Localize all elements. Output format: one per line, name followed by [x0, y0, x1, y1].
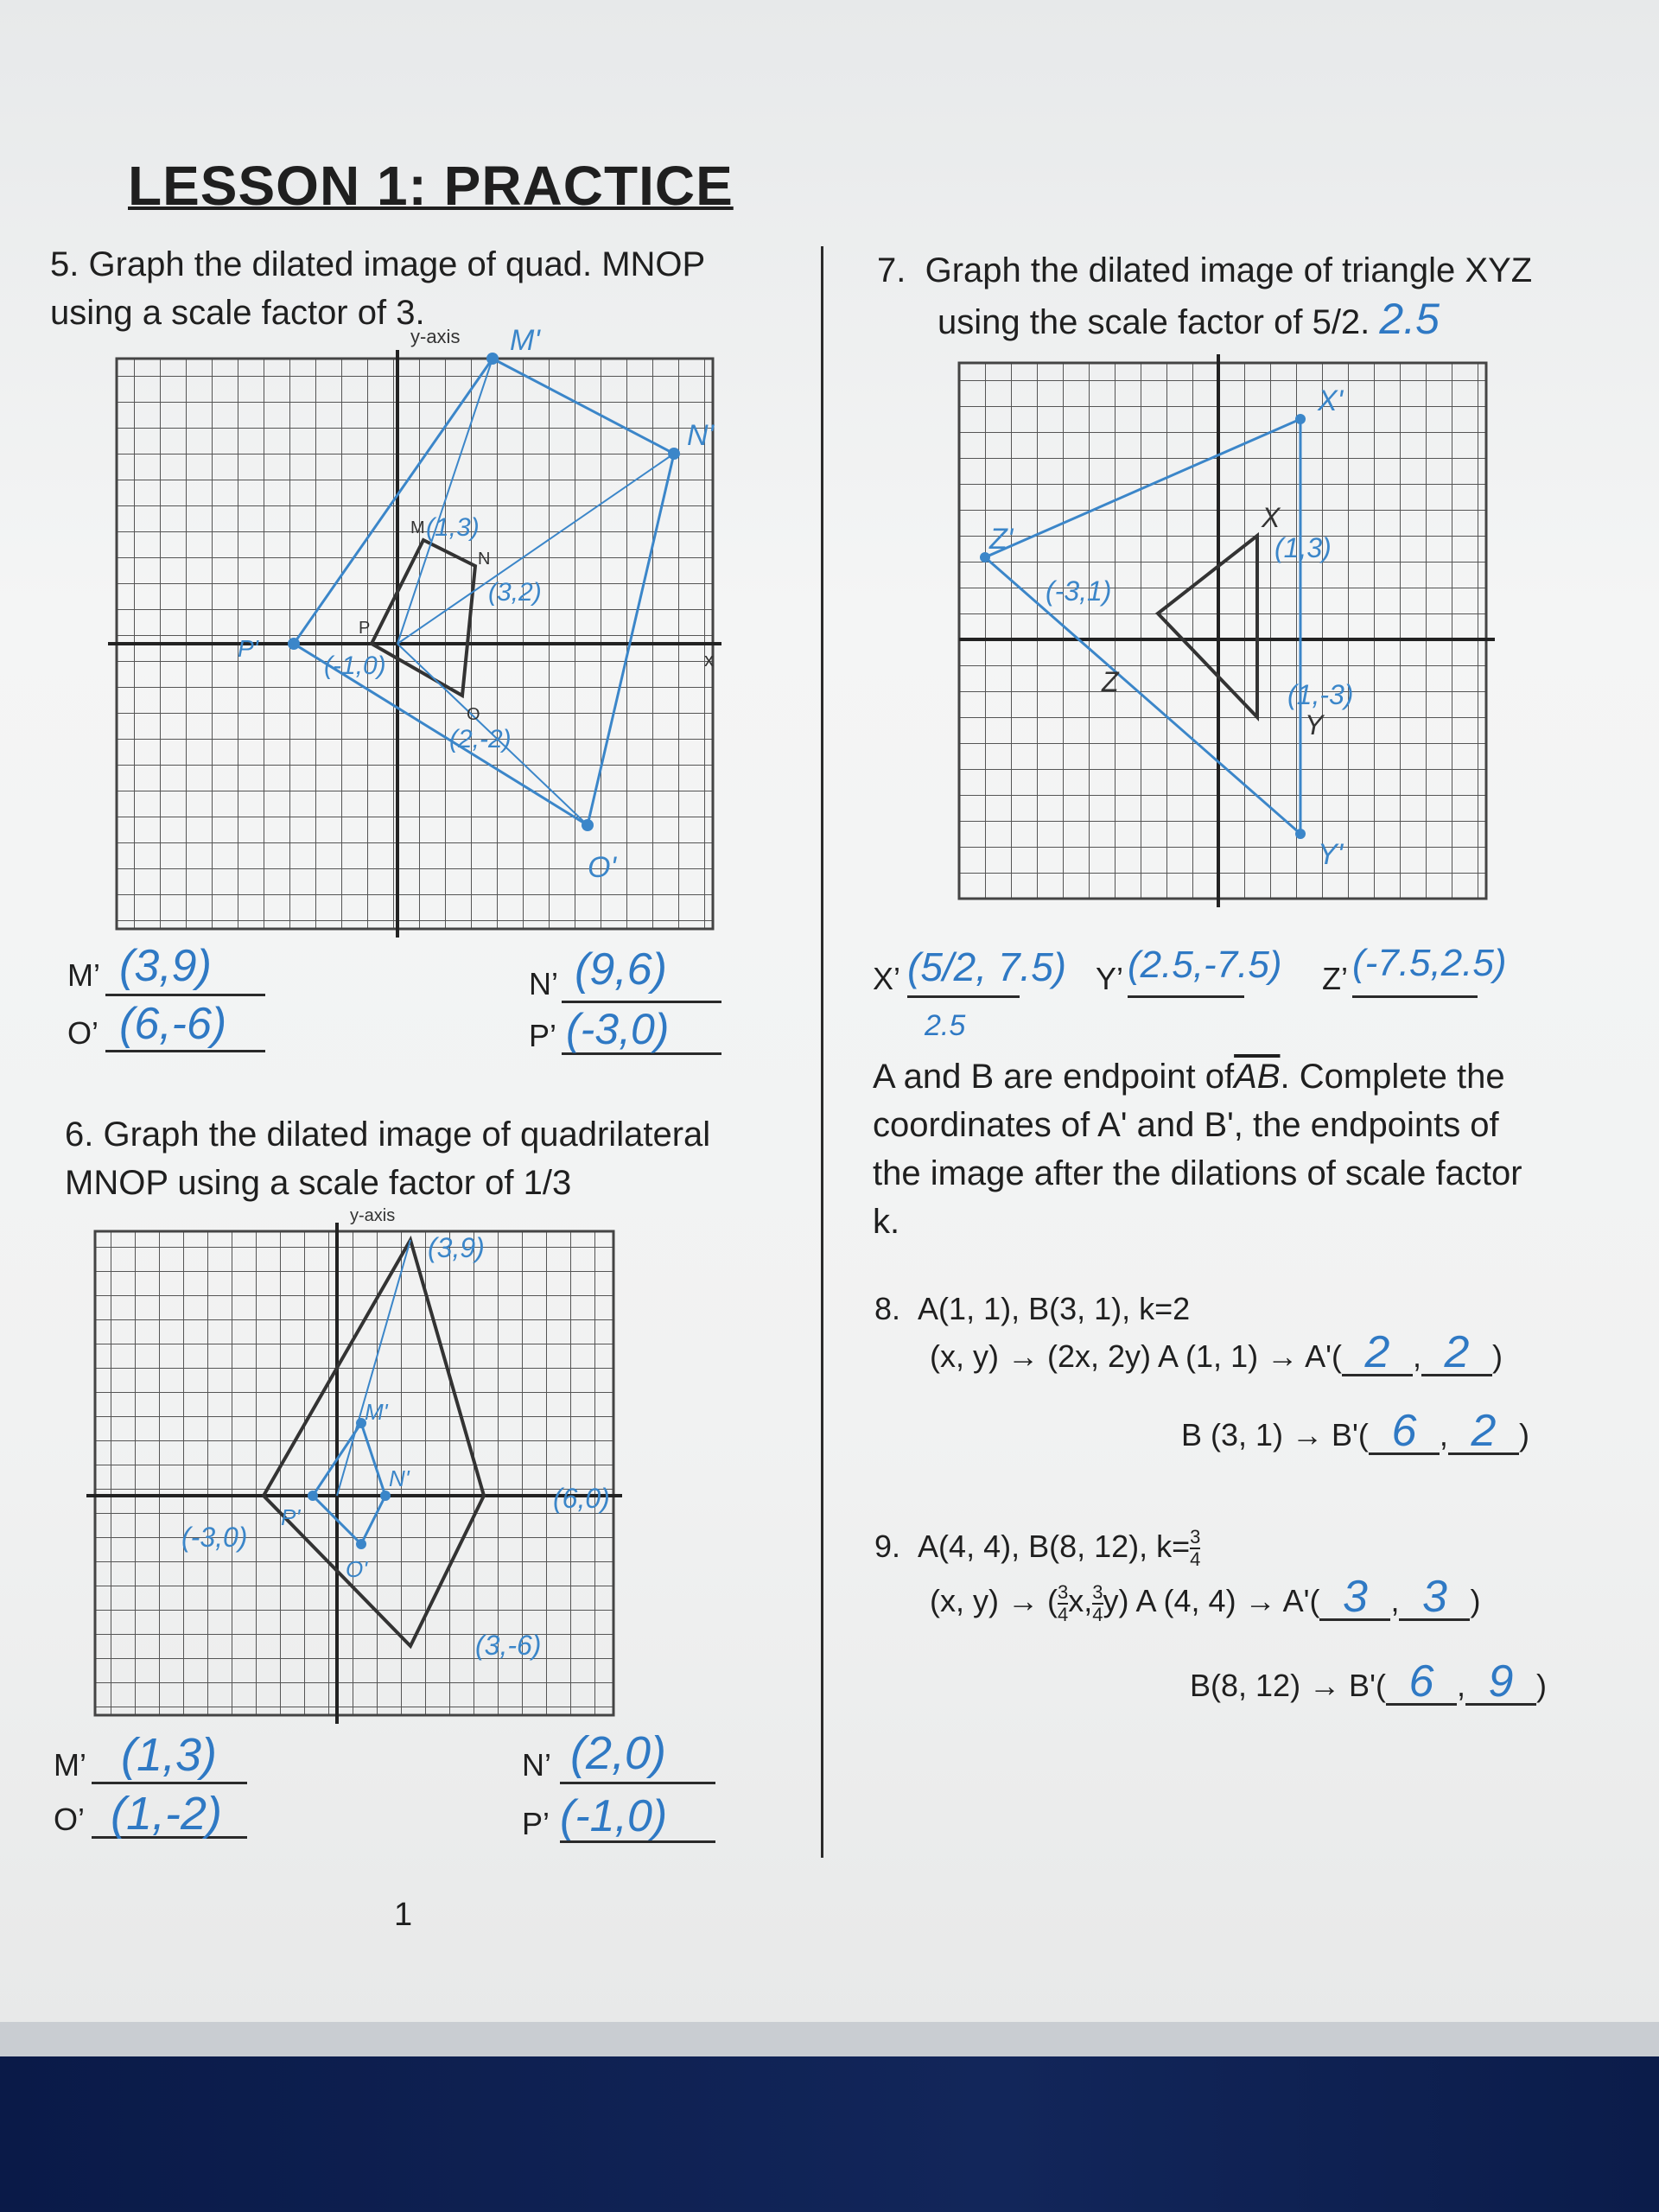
q7-hand-z-coord: (-3,1) — [1046, 575, 1112, 607]
q6-hand-m-prime: M' — [365, 1399, 388, 1425]
q6-hand-n-prime: N' — [389, 1465, 410, 1491]
page-number: 1 — [394, 1897, 413, 1933]
q6-answer-o: (1,-2) — [111, 1788, 223, 1840]
q6-answer-n-line — [560, 1782, 715, 1784]
q8-answer-a1: 2 — [1342, 1331, 1413, 1376]
q5-answer-n-label: N’ — [529, 966, 558, 1001]
q6-hand-p-coord: (-3,0) — [181, 1522, 248, 1553]
q7-answer-y: (2.5,-7.5) — [1128, 944, 1282, 986]
q5-answer-o-label: O’ — [67, 1015, 99, 1051]
q6-hand-p-prime: P' — [281, 1504, 301, 1530]
q6-answer-n-label: N’ — [522, 1747, 551, 1783]
q5-label-o: O — [467, 705, 480, 724]
q5-answer-n: (9,6) — [575, 944, 667, 995]
q6-answer-n: (2,0) — [570, 1727, 667, 1779]
q7-answer-x-label: X’ — [873, 961, 901, 996]
q5-hand-n-coord: (3,2) — [488, 578, 542, 607]
q7-hand-z-prime: Z' — [989, 523, 1014, 556]
q7-answer-x: (5/2, 7.5) — [907, 944, 1067, 989]
q6-hand-o-prime: O' — [346, 1556, 368, 1582]
q7-hand-y-coord: (1,-3) — [1287, 679, 1354, 710]
sheet-bottom-edge — [0, 2022, 1659, 2056]
q5-hand-m-prime: M' — [510, 324, 540, 357]
q7-hand-z: Z — [1102, 666, 1119, 697]
q5-answer-p-label: P’ — [529, 1018, 557, 1053]
q6-hand-o-coord: (3,-6) — [475, 1630, 542, 1661]
q6-answer-o-label: O’ — [54, 1802, 85, 1837]
q6-graph — [86, 1206, 622, 1724]
q5-label-m: M — [410, 518, 425, 537]
q5-hand-o-coord: (2,-2) — [449, 725, 512, 753]
q7-hand-x-coord: (1,3) — [1274, 532, 1332, 563]
q5-hand-o-prime: O' — [588, 851, 616, 884]
q8-answer-a2: 2 — [1421, 1331, 1492, 1376]
q5-x-axis-label: x — [704, 649, 714, 671]
q8-answer-b2: 2 — [1448, 1409, 1519, 1455]
q9-answer-a2: 3 — [1399, 1575, 1470, 1621]
q5-label-p: P — [359, 619, 371, 638]
q6-answer-m: (1,3) — [121, 1729, 218, 1781]
q5-answer-p: (-3,0) — [566, 1005, 670, 1053]
q7-answer-y-label: Y’ — [1096, 961, 1124, 996]
q5-answer-n-line — [562, 1001, 721, 1003]
q7-hand-scale: 2.5 — [1379, 295, 1440, 343]
q8-answer-b1: 6 — [1369, 1409, 1440, 1455]
q7-hand-y: Y — [1305, 709, 1324, 741]
q5-y-axis-label: y-axis — [410, 326, 461, 347]
q8: 8. A(1, 1), B(3, 1), k=2 (x, y) → (2x, 2y) A (1, 1) → A'( 2 , 2 ) B (3, 1) → B'( 6 , 2 ) — [874, 1291, 1529, 1456]
background-surface — [0, 2056, 1659, 2212]
q6-answer-m-label: M’ — [54, 1747, 86, 1783]
q5-answer-o: (6,-6) — [119, 999, 227, 1049]
q7-graph — [959, 354, 1495, 907]
q7-grid — [959, 363, 1486, 899]
q5-hand-p-coord: (-1,0) — [324, 652, 386, 680]
q7-prompt: 7. Graph the dilated image of triangle XYZ using the scale factor of 5/2. 2.5 — [877, 251, 1533, 343]
q7-hand-note: 2.5 — [925, 1009, 966, 1042]
q5-hand-m-coord: (1,3) — [426, 513, 480, 542]
q9-answer-b1: 6 — [1386, 1660, 1457, 1706]
q7-answer-z-label: Z’ — [1322, 961, 1348, 996]
q7-answer-y-line — [1128, 995, 1244, 998]
q5-label-n: N — [478, 550, 491, 569]
q7-hand-x: X — [1262, 502, 1281, 533]
q6-hand-n-coord: (6,0) — [553, 1483, 610, 1514]
q5-answer-m-label: M’ — [67, 957, 100, 993]
q6-y-axis-label: y-axis — [350, 1206, 396, 1225]
ab-instructions: A and B are endpoint $of\overline{AB}$. Complete the coordinates of A' and B', the endpoints of the image after the dilations of scale factor k. — [873, 1058, 1522, 1241]
q7-answer-x-line — [907, 995, 1020, 998]
q6-answer-m-line — [92, 1782, 247, 1784]
q5-answer-o-line — [105, 1050, 265, 1052]
q7-answer-z: (-7.5,2.5) — [1352, 942, 1507, 984]
q7-answer-z-line — [1352, 995, 1478, 998]
q9-answer-a1: 3 — [1319, 1575, 1390, 1621]
q6-answer-p: (-1,0) — [560, 1791, 668, 1841]
q9: 9. A(4, 4), B(8, 12), k= $\frac{3}{4}$ (x, y) → ( $\frac{3}{4}$ x, $\frac{3}{4}$ y) A (4, 4) → A'( 3 , 3 ) B(8, 12) → B'( 6 , 9 ) — [874, 1526, 1547, 1707]
q6-hand-m-coord: (3,9) — [428, 1232, 485, 1263]
q7-hand-x-prime: X' — [1318, 385, 1344, 417]
q7-hand-y-prime: Y' — [1318, 838, 1344, 871]
column-divider — [821, 246, 823, 1858]
q5-answer-m: (3,9) — [119, 941, 212, 991]
q6-prompt: 6. Graph the dilated image of quadrilateral MNOP using a scale factor of 1/3 — [65, 1116, 711, 1202]
q5-hand-p-prime: P' — [238, 635, 259, 662]
q5-answer-m-line — [105, 994, 265, 996]
q5-graph — [108, 324, 721, 938]
lesson-title: LESSON 1: PRACTICE — [128, 155, 734, 217]
q5-prompt: 5. Graph the dilated image of quad. MNOP using a scale factor of 3. — [50, 245, 706, 332]
q5-hand-n-prime: N' — [687, 419, 715, 452]
q9-answer-b2: 9 — [1465, 1660, 1536, 1706]
q6-answer-p-label: P’ — [522, 1806, 550, 1841]
